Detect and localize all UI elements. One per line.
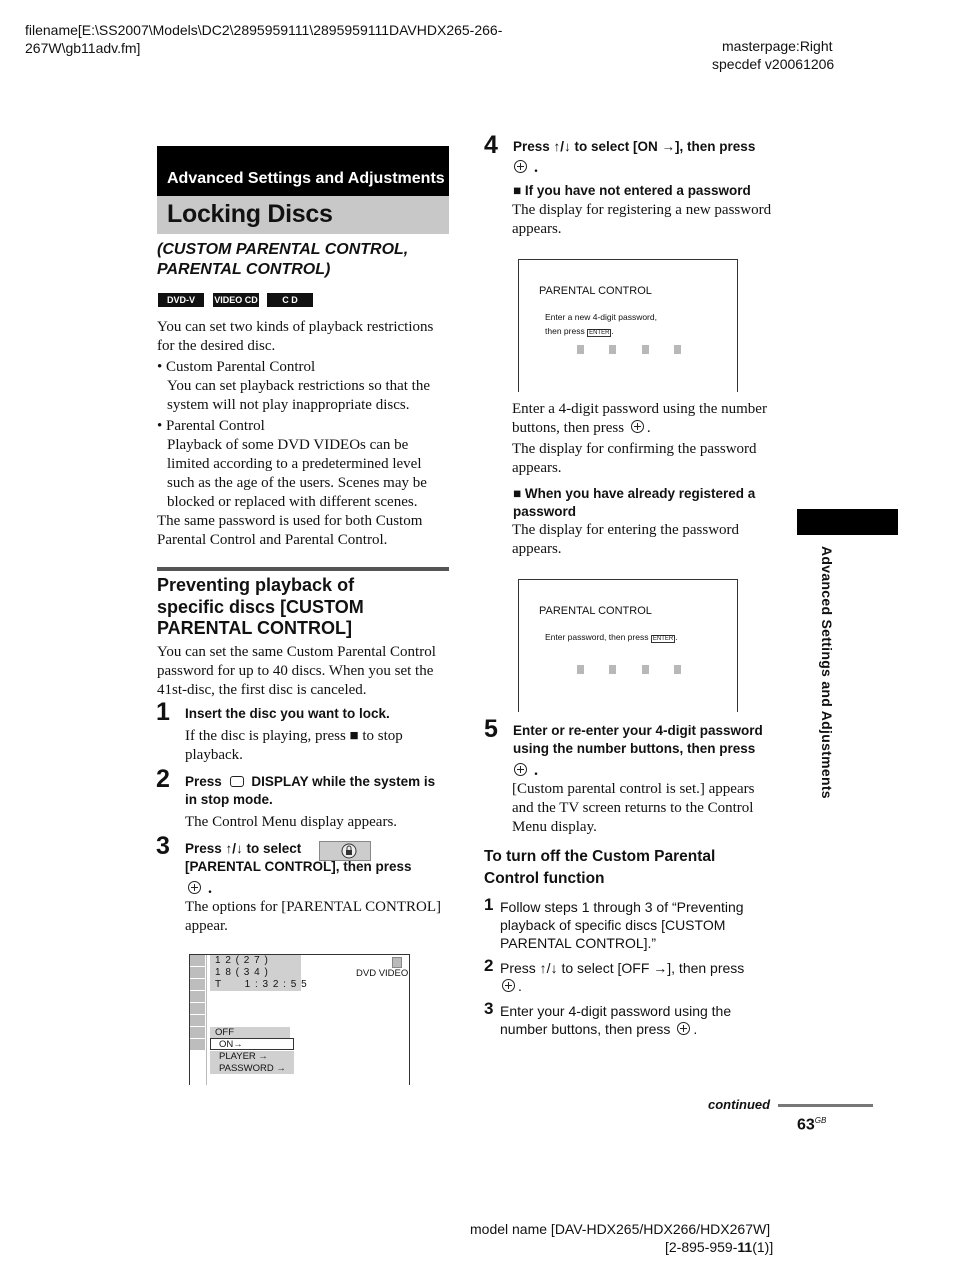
screen-instruction-line: Enter a new 4-digit password,	[545, 312, 657, 322]
continued-label: continued	[708, 1097, 771, 1112]
substep-text: Enter your 4-digit password using the number buttons, then press .	[500, 1003, 732, 1037]
after-screen1-text: Enter a 4-digit password using the number buttons, then press . The display for confirming the password appears.	[512, 401, 767, 476]
title-bar	[157, 196, 449, 234]
substep-line: number buttons, then press	[500, 1021, 671, 1037]
osd-dvd-label: DVD VIDEO	[356, 968, 409, 979]
section-intro	[157, 643, 436, 700]
osd-info-line: T 1 : 3 2 : 5 5	[215, 979, 308, 990]
osd-info	[210, 955, 308, 991]
password-digit-box	[642, 345, 649, 354]
intro-line: You can set two kinds of playback restrictions	[157, 319, 434, 335]
badge-cd: C D	[267, 293, 313, 307]
osd-option-list	[210, 1051, 294, 1074]
case-body-line: appears.	[512, 541, 562, 557]
display-icon	[230, 776, 244, 787]
step-number: 5	[484, 715, 498, 743]
section-heading-line: specific discs [CUSTOM	[157, 596, 364, 617]
step-body-line: playback.	[185, 747, 243, 763]
osd-info-line: 1 8 ( 3 4 )	[215, 967, 269, 978]
intro-line: Parental Control and Parental Control.	[157, 532, 388, 548]
badge-dvd-v: DVD-V	[158, 293, 204, 307]
step-body-line: The options for [PARENTAL CONTROL]	[185, 899, 442, 915]
footer-code-part: 11	[737, 1239, 753, 1255]
section-heading	[157, 575, 364, 640]
step-body	[512, 780, 754, 837]
intro-line: The same password is used for both Custom	[157, 513, 423, 529]
intro-line: You can set playback restrictions so that the	[167, 378, 431, 394]
case-body-line: appears.	[512, 221, 562, 237]
turn-off-heading	[484, 846, 715, 890]
osd-info-line: 1 2 ( 2 7 )	[215, 955, 269, 966]
step-title-line: using the number buttons, then press	[513, 741, 756, 756]
step-title: Insert the disc you want to lock.	[185, 706, 390, 721]
password-digit-box	[609, 665, 616, 674]
turn-off-heading-line: To turn off the Custom Parental	[484, 848, 716, 865]
password-digit-box	[577, 345, 584, 354]
intro-line: for the desired disc.	[157, 338, 276, 354]
password-digit-box	[609, 345, 616, 354]
footer-code-part: [2-895-959-	[665, 1239, 738, 1255]
page-subtitle	[157, 240, 408, 280]
turn-off-heading-line: Control function	[484, 870, 605, 887]
bullet-parental: • Parental Control	[157, 418, 265, 434]
password-digit-box	[674, 345, 681, 354]
section-banner	[157, 146, 449, 196]
step-title	[513, 722, 763, 758]
step-number: 2	[156, 765, 170, 793]
step-body-line: and the TV screen returns to the Control	[512, 800, 754, 816]
section-intro-line: password for up to 40 discs. When you set the	[157, 663, 434, 679]
step-body-line: [Custom parental control is set.] appears	[512, 781, 755, 797]
enter-icon: .	[185, 880, 212, 898]
case-body	[512, 201, 771, 239]
case-heading	[513, 485, 755, 521]
substep-line: PARENTAL CONTROL].”	[500, 935, 657, 951]
screen-instruction: Enter password, then press ENTER .	[545, 632, 678, 642]
substep-line: Follow steps 1 through 3 of “Preventing	[500, 899, 744, 915]
intro-line: Playback of some DVD VIDEOs can be	[167, 437, 409, 453]
password-digit-box	[577, 665, 584, 674]
section-heading-line: PARENTAL CONTROL]	[157, 618, 352, 638]
substep-text	[500, 898, 744, 952]
masterpage-label: masterpage:Right	[722, 38, 833, 54]
substep-number: 2	[484, 956, 494, 975]
section-banner-text: Advanced Settings and Adjustments	[167, 170, 445, 187]
enter-icon: .	[513, 159, 538, 177]
intro-line: such as the age of the users. Scenes may be	[167, 475, 427, 491]
substep-line: playback of specific discs [CUSTOM	[500, 917, 726, 933]
step-body-line: Menu display.	[512, 819, 597, 835]
osd-status-icon	[392, 957, 402, 968]
osd-option-off: OFF	[210, 1027, 290, 1039]
substep-number: 1	[484, 895, 494, 914]
section-intro-line: You can set the same Custom Parental Control	[157, 644, 436, 660]
step-title: [PARENTAL CONTROL], then press	[185, 859, 412, 874]
password-digit-box	[674, 665, 681, 674]
step-title-part: DISPLAY while the system is	[251, 774, 436, 789]
bullet-custom-parental: • Custom Parental Control	[157, 359, 316, 375]
screen-instruction-line: Enter password, then press	[545, 632, 649, 642]
case-body	[512, 521, 739, 559]
substep-text: Press ↑/↓ to select [OFF →], then press .	[500, 960, 745, 994]
footer-model: model name [DAV-HDX265/HDX266/HDX267W]	[470, 1221, 771, 1237]
page-title: Locking Discs	[167, 200, 333, 228]
section-heading-line: Preventing playback of	[157, 575, 355, 595]
step-body-line: If the disc is playing, press ■ to stop	[185, 728, 403, 744]
side-tab-text: Advanced Settings and Adjustments	[819, 546, 835, 799]
intro-line: limited according to a predetermined level	[167, 456, 422, 472]
step-body	[185, 898, 441, 936]
enter-icon: .	[513, 762, 538, 780]
substep-line: Press ↑/↓ to select [OFF →], then press	[500, 960, 745, 976]
body-line: buttons, then press	[512, 420, 625, 436]
step-title	[185, 773, 435, 809]
filename-line1: filename[E:\SS2007\Models\DC2\2895959111\2895959111DAVHDX265-266-	[25, 22, 503, 38]
body-line: Enter a 4-digit password using the number	[512, 401, 767, 417]
subtitle-line2: PARENTAL CONTROL)	[157, 261, 331, 278]
case-body-line: The display for entering the password	[512, 522, 740, 538]
page-number-value: 63	[797, 1116, 815, 1134]
footer-code-part: (1)]	[752, 1239, 774, 1255]
step-number: 1	[156, 698, 170, 726]
footer-code	[665, 1238, 773, 1256]
step-number: 4	[484, 131, 498, 159]
enter-key-label: ENTER	[589, 330, 610, 336]
step-title: Press ↑/↓ to select [ON →], then press	[513, 139, 756, 154]
filename-line2: 267W\gb11adv.fm]	[25, 40, 141, 56]
side-tab-marker	[797, 509, 898, 535]
screen-instruction: Enter a new 4-digit password, then press ENTER .	[545, 312, 657, 336]
step-number: 3	[156, 832, 170, 860]
enter-key-label: ENTER	[652, 636, 674, 642]
case-heading-line: password	[513, 504, 577, 519]
continued-rule	[778, 1104, 873, 1107]
intro-block	[157, 318, 457, 550]
case-heading-line: ■ When you have already registered a	[513, 486, 756, 501]
screen-title: PARENTAL CONTROL	[539, 605, 652, 617]
step-title-part: Press	[185, 774, 222, 789]
screen-instruction-line: then press	[545, 326, 585, 336]
page-number-suffix: GB	[814, 1116, 827, 1125]
intro-line: blocked or replaced with different scenes.	[167, 494, 418, 510]
specdef-label: specdef v20061206	[712, 56, 835, 72]
badge-video-cd: VIDEO CD	[214, 295, 258, 305]
osd-option-on: ON→	[210, 1038, 294, 1050]
password-enter-screen	[518, 579, 738, 712]
substep-line: Enter your 4-digit password using the	[500, 1003, 732, 1019]
osd-option-player: PLAYER →	[219, 1051, 268, 1062]
screen-title: PARENTAL CONTROL	[539, 285, 652, 297]
subtitle-line1: (CUSTOM PARENTAL CONTROL,	[157, 241, 409, 258]
body-line: appears.	[512, 460, 562, 476]
section-intro-line: 41st-disc, the first disc is canceled.	[157, 682, 367, 698]
step-body-line: appear.	[185, 918, 228, 934]
case-body-line: The display for registering a new password	[512, 202, 772, 218]
body-line: The display for confirming the password	[512, 441, 757, 457]
page-number	[797, 1116, 826, 1134]
case-heading: ■ If you have not entered a password	[513, 183, 751, 198]
side-tab	[819, 546, 835, 826]
intro-line: system will not play inappropriate discs.	[167, 397, 410, 413]
osd-option-password: PASSWORD →	[219, 1062, 286, 1074]
step-title-part: in stop mode.	[185, 792, 273, 807]
step-title-line: Enter or re-enter your 4-digit password	[513, 723, 763, 738]
password-digit-box	[642, 665, 649, 674]
step-body	[185, 727, 403, 765]
section-rule	[157, 567, 449, 571]
substep-number: 3	[484, 999, 494, 1018]
step-title: Press ↑/↓ to select	[185, 841, 302, 856]
password-register-screen	[518, 259, 738, 392]
step-body: The Control Menu display appears.	[185, 814, 398, 830]
